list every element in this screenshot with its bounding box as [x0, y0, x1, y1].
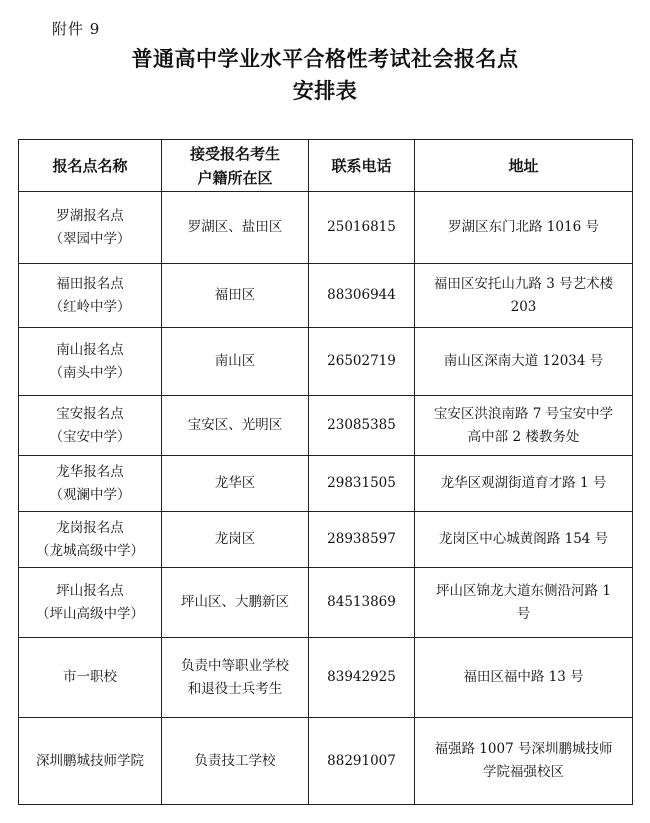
district-cell [162, 192, 309, 264]
registration-sites-table [18, 139, 633, 805]
phone-cell [309, 328, 415, 396]
table-header-row [19, 140, 633, 192]
phone-cell [309, 396, 415, 456]
address-cell [415, 396, 633, 456]
district-cell-text: 龙岗区 [214, 531, 256, 547]
header-household-line2: 户籍所在区 [197, 168, 273, 187]
site-name-cell [19, 328, 162, 396]
district-cell-text: 坪山区、大鹏新区 [181, 594, 289, 610]
district-cell [162, 568, 309, 638]
phone-cell [309, 568, 415, 638]
site-name-cell-text: （翠园中学） [49, 230, 131, 247]
table-row [19, 638, 633, 718]
site-name-cell-text: 市一职校 [63, 669, 117, 685]
site-name-cell-text: （坪山高级中学） [36, 605, 144, 622]
table-row [19, 512, 633, 568]
site-name-cell-text: （观澜中学） [49, 486, 131, 503]
table-row [19, 456, 633, 512]
district-cell [162, 456, 309, 512]
address-cell [415, 568, 633, 638]
address-cell [415, 718, 633, 805]
phone-cell [309, 638, 415, 718]
phone-cell-text: 84513869 [327, 594, 396, 610]
site-name-cell-text: 坪山报名点 [56, 582, 124, 599]
document-title: 普通高中学业水平合格性考试社会报名点 [131, 46, 519, 71]
site-name-cell [19, 192, 162, 264]
district-cell [162, 638, 309, 718]
attachment-label: 附件 9 [52, 20, 101, 38]
address-cell-text: 龙华区观湖街道育才路 1 号 [440, 475, 607, 491]
site-name-cell [19, 718, 162, 805]
site-name-cell [19, 396, 162, 456]
district-cell [162, 512, 309, 568]
address-cell [415, 638, 633, 718]
phone-cell-text: 88306944 [327, 287, 396, 303]
header-household-line1: 接受报名考生 [189, 144, 280, 163]
header-address: 地址 [415, 140, 633, 192]
address-cell [415, 328, 633, 396]
address-cell-text: 号 [516, 605, 531, 622]
district-cell-text: 福田区 [214, 287, 256, 303]
district-cell-text: 宝安区、光明区 [187, 417, 283, 433]
address-cell [415, 192, 633, 264]
district-cell [162, 328, 309, 396]
address-cell-text: 龙岗区中心城黄阁路 154 号 [438, 531, 609, 547]
site-name-cell-text: 龙岗报名点 [56, 519, 124, 536]
district-cell-text: 南山区 [214, 353, 256, 369]
site-name-cell-text: 龙华报名点 [56, 463, 124, 480]
table-row [19, 264, 633, 328]
address-cell-text: 203 [510, 298, 537, 315]
district-cell [162, 718, 309, 805]
header-phone: 联系电话 [309, 140, 415, 192]
district-cell-text: 负责技工学校 [194, 752, 276, 769]
site-name-cell [19, 264, 162, 328]
table-row [19, 718, 633, 805]
site-name-cell-text: 宝安报名点 [56, 405, 124, 422]
phone-cell-text: 23085385 [327, 417, 396, 433]
address-cell-text: 南山区深南大道 12034 号 [443, 353, 604, 369]
site-name-cell-text: （宝安中学） [49, 428, 131, 445]
header-household [162, 140, 309, 192]
document-title-line2: 安排表 [292, 78, 358, 103]
address-cell-text: 福田区福中路 13 号 [463, 669, 584, 685]
phone-cell-text: 88291007 [327, 752, 396, 769]
address-cell-text: 福田区安托山九路 3 号艺术楼 [433, 275, 614, 292]
address-cell [415, 456, 633, 512]
table-row [19, 568, 633, 638]
address-cell-text: 罗湖区东门北路 1016 号 [448, 219, 599, 235]
address-cell-text: 学院福强校区 [483, 764, 564, 780]
site-name-cell [19, 638, 162, 718]
phone-cell-text: 83942925 [327, 669, 396, 685]
site-name-cell-text: （南头中学） [49, 364, 131, 381]
phone-cell [309, 192, 415, 264]
district-cell-text: 罗湖区、盐田区 [187, 219, 283, 235]
phone-cell-text: 29831505 [327, 475, 396, 491]
table-row [19, 192, 633, 264]
table-row [19, 396, 633, 456]
address-cell-text: 福强路 1007 号深圳鹏城技师 [434, 741, 613, 757]
site-name-cell-text: （红岭中学） [49, 298, 131, 315]
phone-cell [309, 264, 415, 328]
site-name-cell-text: 福田报名点 [56, 275, 124, 292]
header-name: 报名点名称 [19, 140, 162, 192]
district-cell-text: 负责中等职业学校 [181, 657, 289, 674]
district-cell-text: 和退役士兵考生 [187, 680, 283, 697]
site-name-cell-text: 南山报名点 [56, 341, 124, 358]
address-cell [415, 264, 633, 328]
address-cell-text: 坪山区锦龙大道东侧沿河路 1 [436, 582, 611, 599]
site-name-cell [19, 512, 162, 568]
district-cell [162, 396, 309, 456]
phone-cell [309, 718, 415, 805]
site-name-cell-text: 深圳鹏城技师学院 [36, 752, 144, 769]
phone-cell-text: 28938597 [327, 531, 396, 547]
district-cell [162, 264, 309, 328]
site-name-cell-text: （龙城高级中学） [36, 542, 144, 559]
table-row [19, 328, 633, 396]
address-cell [415, 512, 633, 568]
site-name-cell [19, 456, 162, 512]
phone-cell-text: 26502719 [327, 353, 396, 369]
address-cell-text: 高中部 2 楼教务处 [467, 428, 580, 445]
address-cell-text: 宝安区洪浪南路 7 号宝安中学 [433, 405, 614, 422]
phone-cell [309, 456, 415, 512]
phone-cell [309, 512, 415, 568]
site-name-cell-text: 罗湖报名点 [56, 207, 124, 224]
district-cell-text: 龙华区 [214, 475, 256, 491]
site-name-cell [19, 568, 162, 638]
phone-cell-text: 25016815 [327, 219, 396, 235]
